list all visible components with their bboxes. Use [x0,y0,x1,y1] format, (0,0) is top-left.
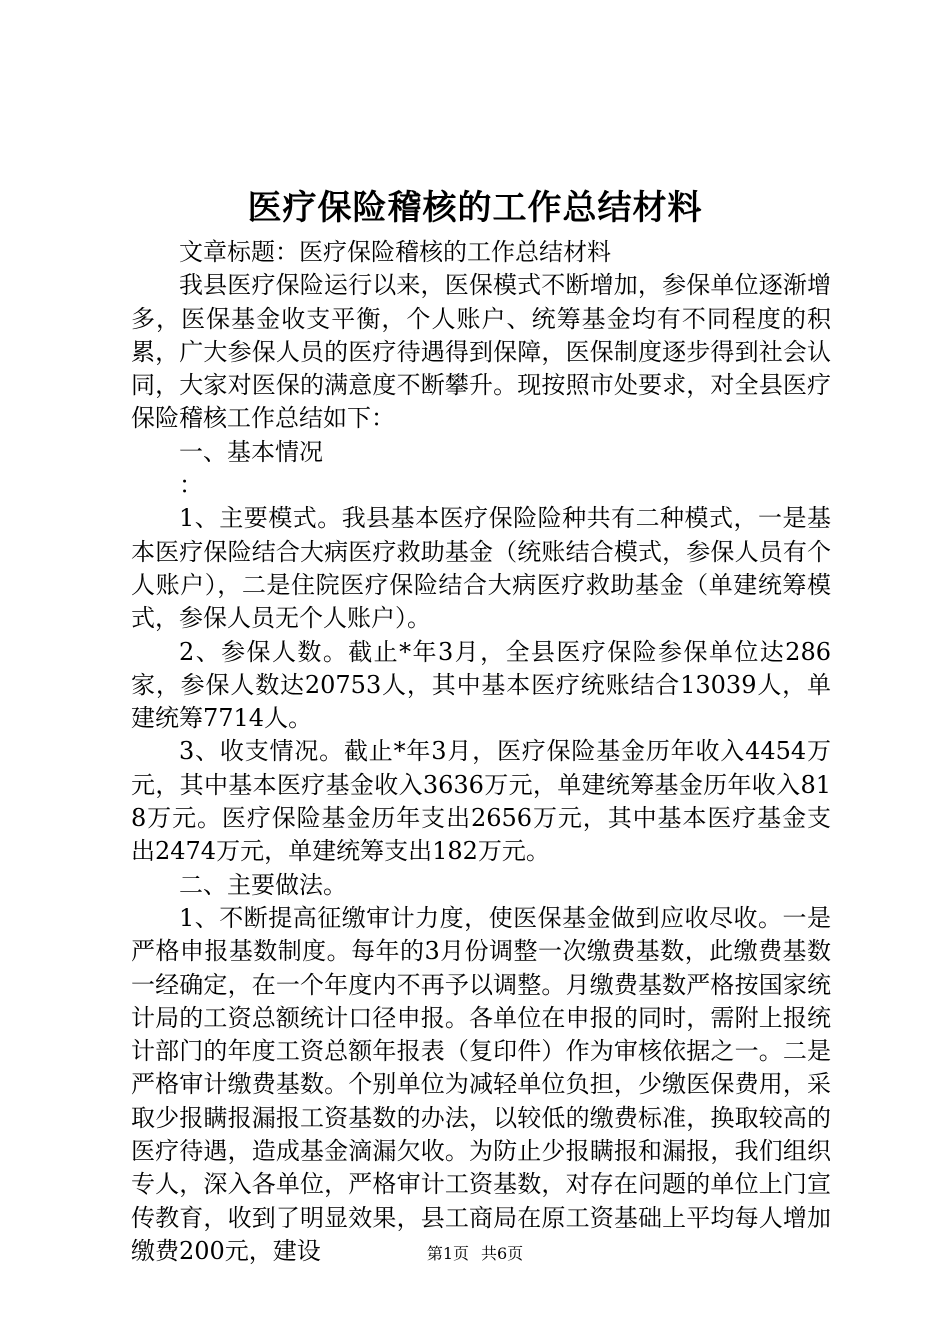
paragraph-colon: ： [179,471,203,500]
paragraph-income-expenditure: 3、收支情况。截止*年3月，医疗保险基金历年收入4454万元，其中基本医疗基金收入3636万元，单建统筹基金历年收入818万元。医疗保险基金历年支出2656万元，其中基本医疗基金支出2474万元，单建统筹支出182万元。 [131,737,831,866]
page-footer [0,1243,950,1265]
page-number: 第1页 [426,1244,469,1263]
heading-basic-situation: 一、基本情况 [179,437,323,466]
heading-main-practices: 二、主要做法。 [179,870,347,899]
document-body [131,236,831,1268]
page-total: 共6页 [481,1244,524,1263]
paragraph-article-title: 文章标题：医疗保险稽核的工作总结材料 [179,238,611,266]
document-title: 医疗保险稽核的工作总结材料 [247,188,703,228]
paragraph-intro: 我县医疗保险运行以来，医保模式不断增加，参保单位逐渐增多，医保基金收支平衡，个人账户、统筹基金均有不同程度的积累，广大参保人员的医疗待遇得到保障，医保制度逐步得到社会认同，大家对医保的满意度不断攀升。现按照市处要求，对全县医疗保险稽核工作总结如下： [131,271,831,433]
paragraph-insured-count: 2、参保人数。截止*年3月，全县医疗保险参保单位达286家，参保人数达20753人，其中基本医疗统账结合13039人，单建统筹7714人。 [131,637,831,733]
paragraph-audit-practices: 1、不断提高征缴审计力度，使医保基金做到应收尽收。一是严格申报基数制度。每年的3月份调整一次缴费基数，此缴费基数一经确定，在一个年度内不再予以调整。月缴费基数严格按国家统计局的工资总额统计口径申报。各单位在申报的同时，需附上报统计部门的年度工资总额年报表（复印件）作为审核依据之一。二是严格审计缴费基数。个别单位为减轻单位负担，少缴医保费用，采取少报瞒报漏报工资基数的办法，以较低的缴费标准，换取较高的医疗待遇，造成基金滴漏欠收。为防止少报瞒报和漏报，我们组织专人，深入各单位，严格审计工资基数，对存在问题的单位上门宣传教育，收到了明显效果，县工商局在原工资基础上平均每人增加缴费200元，建设 [131,903,831,1265]
paragraph-main-modes: 1、主要模式。我县基本医疗保险险种共有二种模式，一是基本医疗保险结合大病医疗救助基金（统账结合模式，参保人员有个人账户），二是住院医疗保险结合大病医疗救助基金（单建统筹模式，参保人员无个人账户）。 [131,504,831,633]
